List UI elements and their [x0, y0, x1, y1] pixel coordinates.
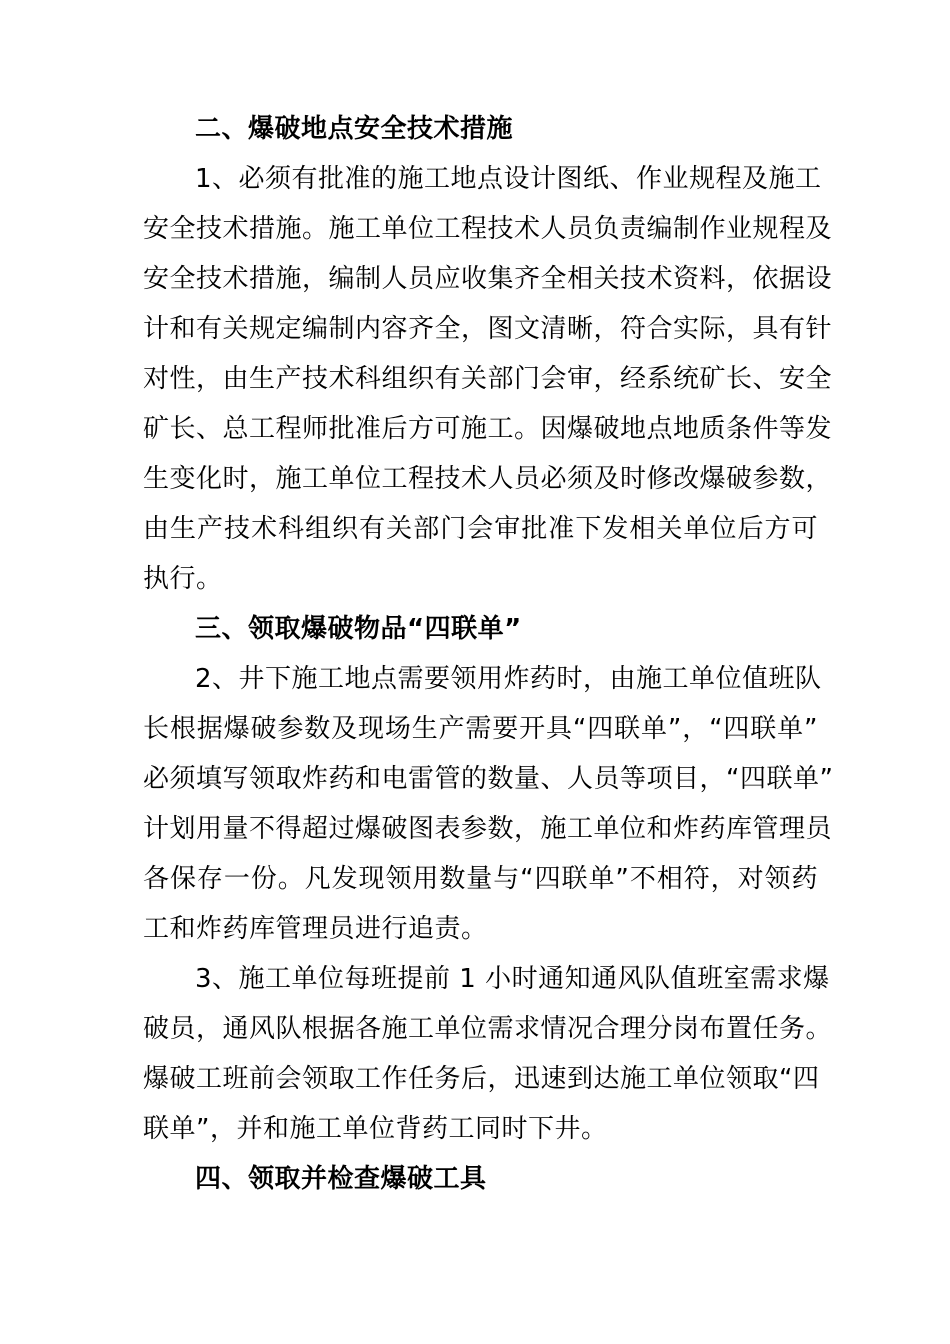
text-line: 联单”，并和施工单位背药工同时下井。: [143, 1114, 608, 1144]
section-heading: 二、爆破地点安全技术措施: [195, 114, 514, 144]
text-line: 计和有关规定编制内容齐全，图文清晰，符合实际，具有针: [143, 314, 833, 344]
section-heading: 三、领取爆破物品“四联单”: [195, 614, 522, 644]
text-line: 矿长、总工程师批准后方可施工。因爆破地点地质条件等发: [143, 414, 833, 444]
text-line: 3、施工单位每班提前 1 小时通知通风队值班室需求爆: [195, 964, 830, 994]
text-line: 1、必须有批准的施工地点设计图纸、作业规程及施工: [195, 164, 822, 194]
text-line: 生变化时，施工单位工程技术人员必须及时修改爆破参数，: [143, 464, 833, 494]
paragraph: [143, 154, 833, 604]
text-line: 计划用量不得超过爆破图表参数，施工单位和炸药库管理员: [143, 814, 833, 844]
paragraph: [143, 654, 834, 954]
text-line: 长根据爆破参数及现场生产需要开具“四联单”，“四联单”: [143, 714, 818, 744]
text-line: 对性，由生产技术科组织有关部门会审，经系统矿长、安全: [143, 364, 833, 394]
paragraph: [143, 954, 833, 1154]
text-line: 工和炸药库管理员进行追责。: [143, 914, 488, 944]
document-page: [143, 104, 834, 1204]
text-line: 由生产技术科组织有关部门会审批准下发相关单位后方可: [143, 514, 818, 544]
text-line: 安全技术措施，编制人员应收集齐全相关技术资料，依据设: [143, 264, 833, 294]
text-line: 爆破工班前会领取工作任务后，迅速到达施工单位领取“四: [143, 1064, 820, 1094]
text-line: 破员，通风队根据各施工单位需求情况合理分岗布置任务。: [143, 1014, 833, 1044]
text-line: 执行。: [143, 564, 223, 594]
text-line: 安全技术措施。施工单位工程技术人员负责编制作业规程及: [143, 214, 833, 244]
text-line: 必须填写领取炸药和电雷管的数量、人员等项目，“四联单”: [143, 764, 834, 794]
text-line: 各保存一份。凡发现领用数量与“四联单”不相符，对领药: [143, 864, 818, 894]
section-heading: 四、领取并检查爆破工具: [195, 1164, 487, 1194]
text-line: 2、井下施工地点需要领用炸药时，由施工单位值班队: [195, 664, 822, 694]
